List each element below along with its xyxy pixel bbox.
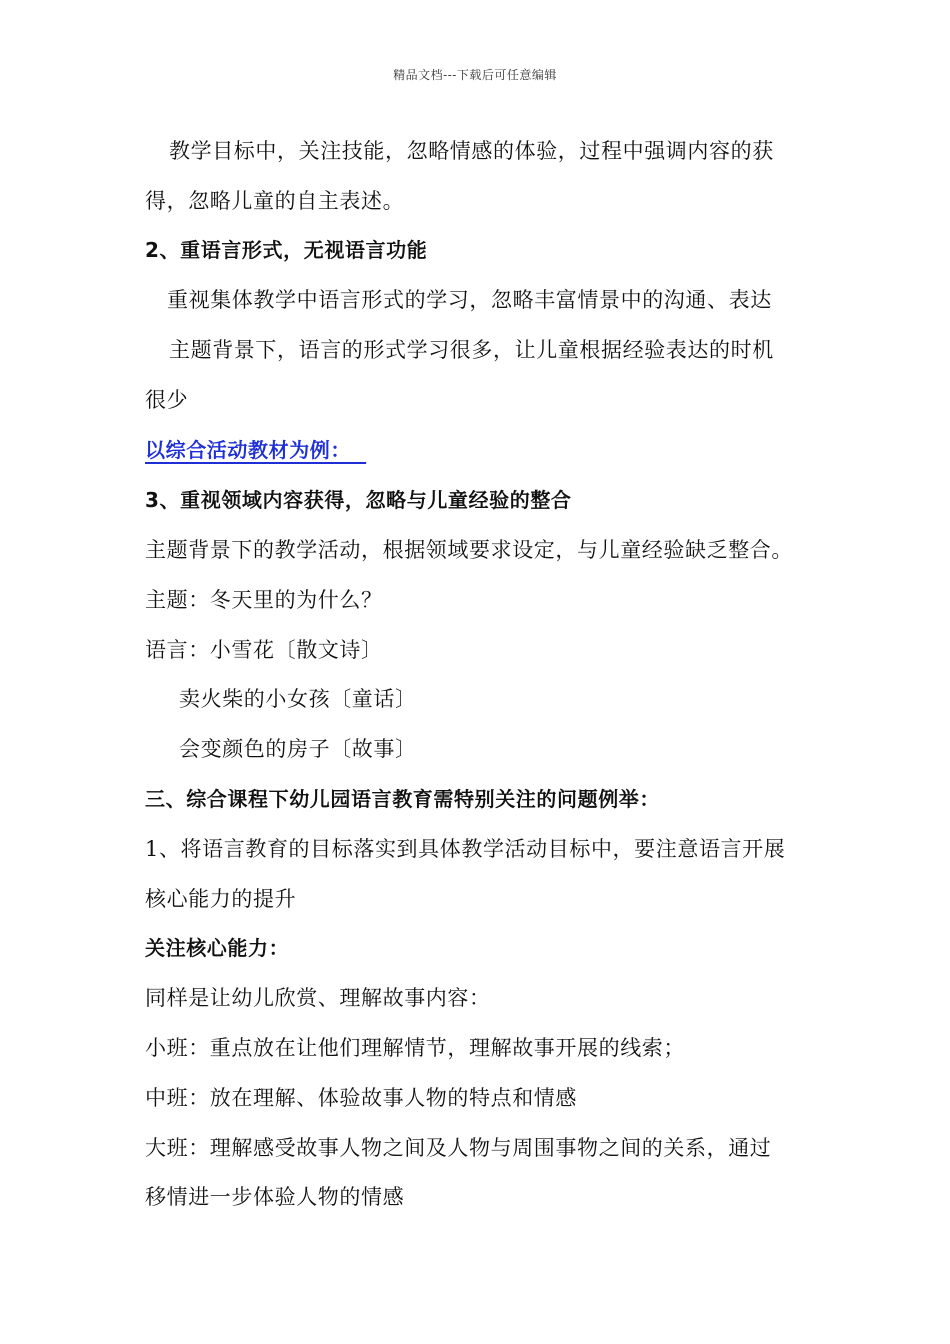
- paragraph-line: 教学目标中，关注技能，忽略情感的体验，过程中强调内容的获: [169, 139, 774, 163]
- paragraph-line: 会变颜色的房子〔故事〕: [179, 737, 417, 761]
- paragraph-line: 移情进一步体验人物的情感: [145, 1185, 405, 1209]
- paragraph-line: 卖火柴的小女孩〔童话〕: [179, 687, 417, 711]
- paragraph-line: 主题背景下，语言的形式学习很多，让儿童根据经验表达的时机: [169, 338, 774, 362]
- example-link[interactable]: 以综合活动教材为例：: [145, 438, 367, 462]
- section-heading: 关注核心能力：: [145, 936, 290, 960]
- page-header: 精品文档---下载后可任意编辑: [393, 68, 557, 82]
- paragraph-line: 主题背景下的教学活动，根据领域要求设定，与儿童经验缺乏整合。: [145, 538, 793, 562]
- paragraph-line: 1、将语言教育的目标落实到具体教学活动目标中，要注意语言开展: [145, 837, 786, 861]
- paragraph-line: 核心能力的提升: [145, 887, 297, 911]
- paragraph-line: 很少: [145, 388, 189, 412]
- paragraph-line: 得，忽略儿童的自主表述。: [145, 189, 405, 213]
- paragraph-line: 大班：理解感受故事人物之间及人物与周围事物之间的关系，通过: [145, 1136, 772, 1160]
- paragraph-line: 语言：小雪花〔散文诗〕: [145, 638, 383, 662]
- paragraph-line: 重视集体教学中语言形式的学习，忽略丰富情景中的沟通、表达: [167, 288, 772, 312]
- paragraph-line: 主题：冬天里的为什么？: [145, 588, 383, 612]
- section-heading: 2、重语言形式，无视语言功能: [145, 238, 428, 262]
- paragraph-line: 小班：重点放在让他们理解情节，理解故事开展的线索；: [145, 1036, 685, 1060]
- section-heading: 三、综合课程下幼儿园语言教育需特别关注的问题例举：: [145, 787, 660, 811]
- section-heading: 3、重视领域内容获得，忽略与儿童经验的整合: [145, 488, 572, 512]
- paragraph-line: 同样是让幼儿欣赏、理解故事内容：: [145, 986, 491, 1010]
- paragraph-line: 中班：放在理解、体验故事人物的特点和情感: [145, 1086, 577, 1110]
